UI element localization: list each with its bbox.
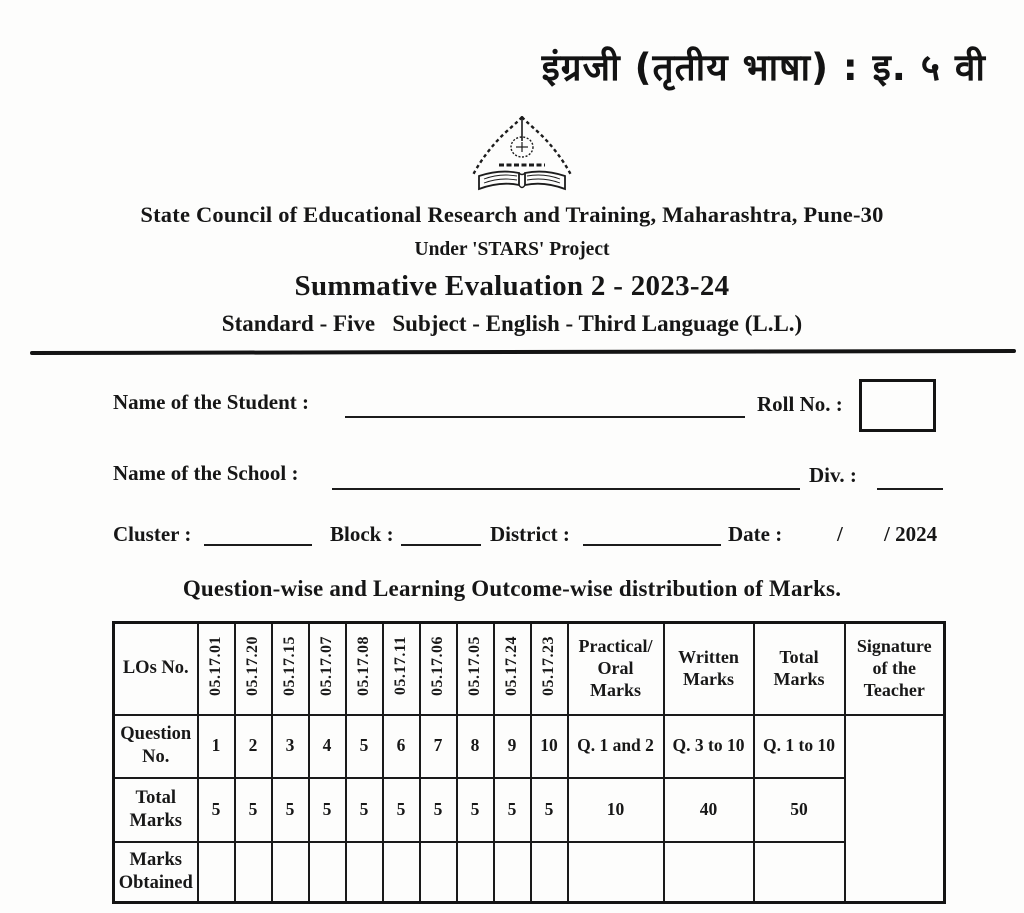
lo-code-cell: 05.17.20 xyxy=(235,623,272,715)
logo-emblem-icon xyxy=(466,112,578,202)
question-no-cell: 5 xyxy=(346,715,383,778)
date-slash: / xyxy=(837,522,843,546)
table-title: Question-wise and Learning Outcome-wise distribution of Marks. xyxy=(182,576,842,601)
question-no-cell: 6 xyxy=(383,715,420,778)
total-marks-cell: 5 xyxy=(494,778,531,842)
total-marks-cell: 5 xyxy=(420,778,457,842)
district-label: District : xyxy=(490,522,570,546)
lo-code-cell: 05.17.01 xyxy=(198,623,235,715)
div-field[interactable] xyxy=(877,488,943,490)
group-total-cell: 50 xyxy=(754,778,845,842)
roll-no-label: Roll No. : xyxy=(757,392,843,416)
group-total-cell: 40 xyxy=(664,778,754,842)
question-no-label: Question No. xyxy=(114,715,198,778)
question-no-cell: 9 xyxy=(494,715,531,778)
written-marks-header: Written Marks xyxy=(664,623,754,715)
question-no-cell: 4 xyxy=(309,715,346,778)
marks-obtained-cell[interactable] xyxy=(198,842,235,903)
marks-obtained-cell[interactable] xyxy=(494,842,531,903)
table-header-row xyxy=(114,623,945,715)
question-no-cell: 1 xyxy=(198,715,235,778)
marks-distribution-table xyxy=(112,621,946,904)
total-marks-cell: 5 xyxy=(198,778,235,842)
div-label: Div. : xyxy=(809,463,857,487)
standard-subject-line: Standard - Five Subject - English - Third Language (L.L.) xyxy=(221,311,803,336)
los-no-header: LOs No. xyxy=(114,623,198,715)
total-marks-header: Total Marks xyxy=(754,623,845,715)
student-name-label: Name of the Student : xyxy=(113,390,309,414)
signature-header: Signature of the Teacher xyxy=(845,623,945,715)
marks-obtained-cell[interactable] xyxy=(309,842,346,903)
divider-rule xyxy=(30,349,1016,355)
total-marks-cell: 5 xyxy=(235,778,272,842)
marks-obtained-cell[interactable] xyxy=(457,842,494,903)
question-group-cell: Q. 3 to 10 xyxy=(664,715,754,778)
question-no-cell: 10 xyxy=(531,715,568,778)
total-marks-cell: 5 xyxy=(531,778,568,842)
marks-obtained-cell[interactable] xyxy=(383,842,420,903)
date-year: / 2024 xyxy=(884,522,938,546)
cluster-label: Cluster : xyxy=(113,522,192,546)
lo-code-cell: 05.17.15 xyxy=(272,623,309,715)
group-total-cell: 10 xyxy=(568,778,664,842)
total-marks-row xyxy=(114,778,945,842)
roll-no-box[interactable] xyxy=(859,379,936,432)
language-title: इंग्रजी (तृतीय भाषा) : इ. ५ वी xyxy=(541,46,986,89)
district-field[interactable] xyxy=(583,544,721,546)
teacher-signature-cell[interactable] xyxy=(845,715,945,903)
marks-obtained-cell[interactable] xyxy=(235,842,272,903)
question-no-row xyxy=(114,715,945,778)
block-field[interactable] xyxy=(401,544,481,546)
marks-obtained-cell[interactable] xyxy=(420,842,457,903)
total-marks-cell: 5 xyxy=(272,778,309,842)
marks-obtained-cell[interactable] xyxy=(272,842,309,903)
lo-code-cell: 05.17.08 xyxy=(346,623,383,715)
marks-obtained-group-cell[interactable] xyxy=(664,842,754,903)
marks-obtained-row xyxy=(114,842,945,903)
cluster-field[interactable] xyxy=(204,544,312,546)
total-marks-label: Total Marks xyxy=(114,778,198,842)
question-no-cell: 3 xyxy=(272,715,309,778)
question-no-cell: 2 xyxy=(235,715,272,778)
lo-code-cell: 05.17.11 xyxy=(383,623,420,715)
total-marks-cell: 5 xyxy=(309,778,346,842)
question-no-cell: 8 xyxy=(457,715,494,778)
question-no-cell: 7 xyxy=(420,715,457,778)
marks-obtained-cell[interactable] xyxy=(346,842,383,903)
total-marks-cell: 5 xyxy=(383,778,420,842)
school-name-label: Name of the School : xyxy=(113,461,299,485)
total-marks-cell: 5 xyxy=(457,778,494,842)
total-marks-cell: 5 xyxy=(346,778,383,842)
marks-obtained-group-cell[interactable] xyxy=(568,842,664,903)
lo-code-cell: 05.17.05 xyxy=(457,623,494,715)
question-group-cell: Q. 1 to 10 xyxy=(754,715,845,778)
lo-code-cell: 05.17.23 xyxy=(531,623,568,715)
lo-code-cell: 05.17.06 xyxy=(420,623,457,715)
org-title: State Council of Educational Research and Training, Maharashtra, Pune-30 xyxy=(140,202,884,227)
school-name-field[interactable] xyxy=(332,488,800,490)
marks-obtained-group-cell[interactable] xyxy=(754,842,845,903)
marks-obtained-cell[interactable] xyxy=(531,842,568,903)
student-name-field[interactable] xyxy=(345,416,745,418)
exam-title: Summative Evaluation 2 - 2023-24 xyxy=(294,270,730,302)
block-label: Block : xyxy=(330,522,394,546)
lo-code-cell: 05.17.24 xyxy=(494,623,531,715)
practical-oral-header: Practical/ Oral Marks xyxy=(568,623,664,715)
marks-obtained-label: Marks Obtained xyxy=(114,842,198,903)
project-subtitle: Under 'STARS' Project xyxy=(414,239,610,260)
question-group-cell: Q. 1 and 2 xyxy=(568,715,664,778)
date-label: Date : xyxy=(728,522,783,546)
scert-logo xyxy=(466,112,578,202)
lo-code-cell: 05.17.07 xyxy=(309,623,346,715)
